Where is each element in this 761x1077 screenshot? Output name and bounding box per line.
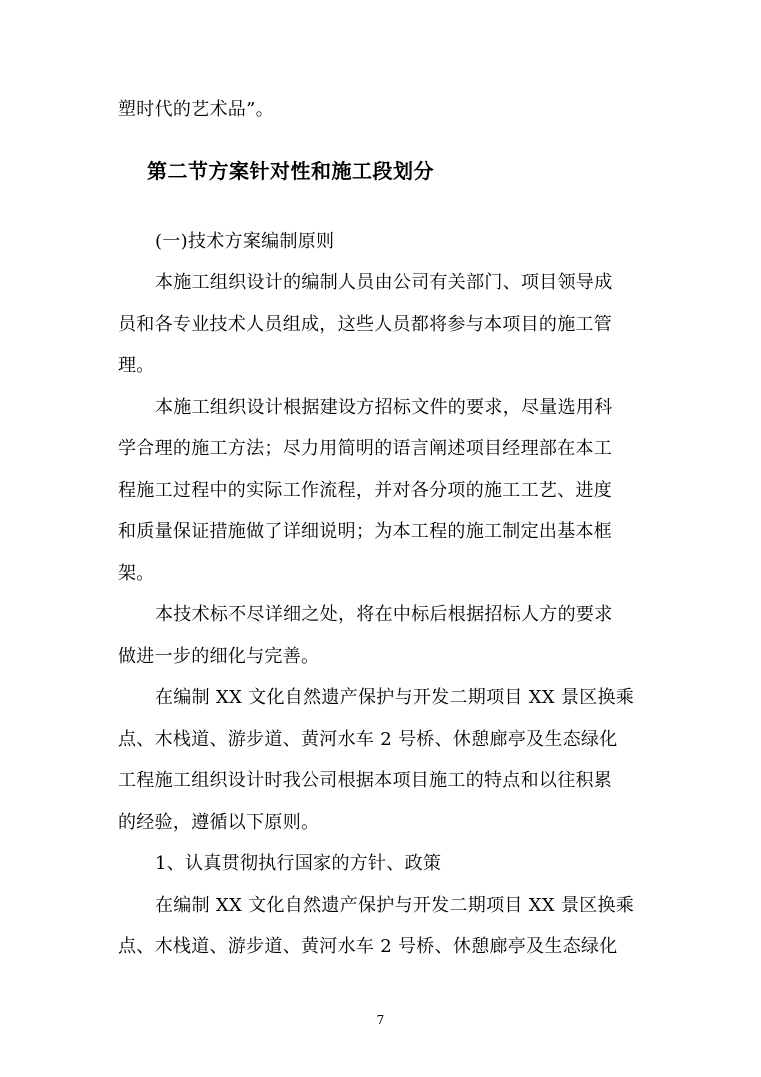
paragraph-line: 本施工组织设计的编制人员由公司有关部门、项目领导成 — [155, 272, 613, 293]
paragraph-line: 本施工组织设计根据建设方招标文件的要求，尽量选用科 — [155, 397, 613, 418]
paragraph-line: 的经验，遵循以下原则。 — [118, 812, 320, 833]
paragraph-line: 程施工过程中的实际工作流程，并对各分项的施工工艺、进度 — [118, 480, 613, 501]
paragraph-line: 本技术标不尽详细之处，将在中标后根据招标人方的要求 — [155, 604, 613, 625]
paragraph-line: 工程施工组织设计时我公司根据本项目施工的特点和以往积累 — [118, 770, 613, 791]
paragraph-line: 和质量保证措施做了详细说明；为本工程的施工制定出基本框 — [118, 521, 613, 542]
section-heading: 第二节方案针对性和施工段划分 — [147, 159, 434, 183]
subheading: (一)技术方案编制原则 — [155, 231, 335, 252]
paragraph-line: 在编制 XX 文化自然遗产保护与开发二期项目 XX 景区换乘 — [155, 895, 635, 916]
paragraph-line: 理。 — [118, 355, 155, 376]
paragraph-line: 点、木栈道、游步道、黄河水车 2 号桥、休憩廊亭及生态绿化 — [118, 729, 618, 750]
paragraph-line: 在编制 XX 文化自然遗产保护与开发二期项目 XX 景区换乘 — [155, 687, 635, 708]
page-number: 7 — [376, 1013, 385, 1027]
paragraph-line: 员和各专业技术人员组成，这些人员都将参与本项目的施工管 — [118, 314, 613, 335]
paragraph-line: 架。 — [118, 563, 155, 584]
paragraph-line: 做进一步的细化与完善。 — [118, 646, 320, 667]
paragraph-line: 点、木栈道、游步道、黄河水车 2 号桥、休憩廊亭及生态绿化 — [118, 936, 618, 957]
continued-line: 塑时代的艺术品”。 — [118, 99, 274, 120]
principle-heading: 1、认真贯彻执行国家的方针、政策 — [155, 853, 442, 874]
paragraph-line: 学合理的施工方法；尽力用简明的语言阐述项目经理部在本工 — [118, 438, 613, 459]
